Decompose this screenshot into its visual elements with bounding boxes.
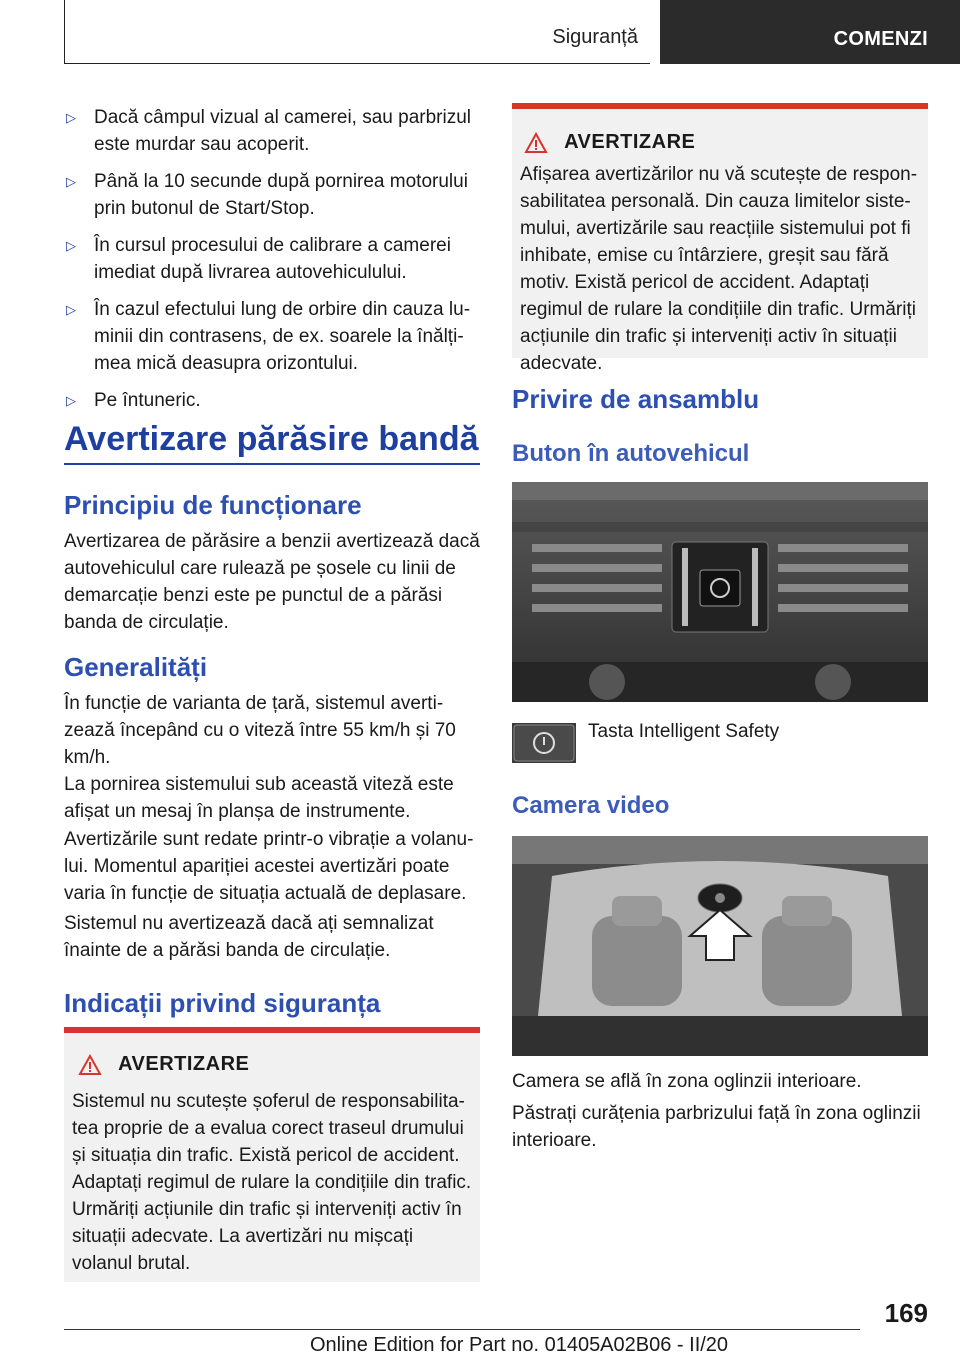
title-rule bbox=[64, 463, 480, 465]
header-section-title: Siguranță bbox=[552, 26, 638, 48]
general-paragraph-4: Sistemul nu avertizează dacă ați semnalizat înainte de a părăsi banda de circulație. bbox=[64, 913, 434, 961]
safety-heading: Indicații privind siguranța bbox=[64, 988, 381, 1018]
list-item: ▷ Dacă câmpul vizual al camerei, sau parbrizul este murdar sau acoperit. bbox=[64, 104, 480, 158]
list-item: ▷ Până la 10 secunde după pornirea motorului prin butonul de Start/Stop. bbox=[64, 168, 480, 222]
warning-text: Afișarea avertizărilor nu vă scutește de responsabilitatea personală. Din cauza limitelor sistemului, avertizările sau reacțiile sistemului pot fi inhibate, emise cu întârziere, greșit sau fără motiv. Există pericol de accident. Adaptați regimul de rulare la condițiile din trafic. Urmăriți acțiunile din trafic și interveniți activ în situații adecvate. bbox=[520, 164, 918, 374]
footer-divider bbox=[64, 1329, 860, 1330]
general-paragraph-1: În funcție de varianta de țară, sistemul avertizează începând cu o viteză între 55 km/h și 70 km/h. bbox=[64, 693, 456, 768]
warning-box bbox=[64, 1033, 480, 1282]
list-item: ▷ În cazul efectului lung de orbire din cauza luminii din contrasens, de ex. soarele la înălțimea mică deasupra orizontului. bbox=[64, 296, 480, 377]
intelligent-safety-button-icon bbox=[512, 723, 576, 763]
triangle-bullet-icon: ▷ bbox=[66, 302, 76, 317]
warning-text: Sistemul nu scutește șoferul de responsabilitatea proprie de a evalua corect traseul drumului și situația din trafic. Există pericol de accident. Adaptați regimul de rulare la condițiile din trafic. Urmăriți acțiunile din trafic și interveniți activ în situații adecvate. La avertizări nu mișcați volanul brutal. bbox=[72, 1091, 472, 1274]
camera-heading: Camera video bbox=[512, 792, 670, 819]
warning-title: AVERTIZARE bbox=[564, 131, 696, 153]
warning-title-row bbox=[78, 1053, 249, 1076]
list-item: ▷ Pe întuneric. bbox=[64, 387, 480, 414]
header-divider-bottom bbox=[64, 63, 650, 64]
camera-photo bbox=[512, 836, 928, 1056]
triangle-bullet-icon: ▷ bbox=[66, 393, 76, 408]
button-heading: Buton în autovehicul bbox=[512, 440, 750, 467]
button-photo bbox=[512, 482, 928, 702]
header-tab-label[interactable]: COMENZI bbox=[833, 28, 928, 50]
warning-triangle-icon bbox=[78, 1054, 102, 1076]
triangle-bullet-icon: ▷ bbox=[66, 238, 76, 253]
camera-paragraph-1: Camera se află în zona oglinzii interioare. bbox=[512, 1071, 862, 1092]
warning-title-row bbox=[524, 131, 695, 154]
car-interior-illustration bbox=[512, 836, 928, 1056]
triangle-bullet-icon: ▷ bbox=[66, 174, 76, 189]
general-paragraph-3: Avertizările sunt redate printr-o vibrație a volanului. Momentul apariției acestei avertizări poate varia în funcție de situația actuală de deplasare. bbox=[64, 829, 474, 904]
header-divider-left bbox=[64, 0, 65, 64]
principle-heading: Principiu de funcționare bbox=[64, 490, 362, 520]
warning-title: AVERTIZARE bbox=[118, 1053, 250, 1075]
camera-paragraph-2: Păstrați curățenia parbrizului față în zona oglinzii interioare. bbox=[512, 1103, 921, 1151]
list-item: ▷ În cursul procesului de calibrare a camerei imediat după livrarea autovehiculului. bbox=[64, 232, 480, 286]
page-title: Avertizare părăsire bandă bbox=[64, 420, 479, 458]
warning-box bbox=[512, 109, 928, 374]
safety-button-icon bbox=[512, 723, 576, 763]
page-number: 169 bbox=[884, 1298, 928, 1328]
dashboard-illustration bbox=[512, 482, 928, 702]
footer-edition: Online Edition for Part no. 01405A02B06 - II/20 bbox=[310, 1334, 729, 1356]
general-paragraph-2: La pornirea sistemului sub această viteză este afișat un mesaj în planșa de instrumente. bbox=[64, 774, 454, 822]
triangle-bullet-icon: ▷ bbox=[66, 110, 76, 125]
button-caption: Tasta Intelligent Safety bbox=[588, 721, 780, 742]
principle-text: Avertizarea de părăsire a benzii avertizează dacă autovehiculul care rulează pe șosele cu linii de demarcație benzi este pe punctul de a părăsi banda de circulație. bbox=[64, 531, 480, 633]
warning-triangle-icon bbox=[524, 132, 548, 154]
bullet-list bbox=[64, 104, 480, 424]
general-heading: Generalități bbox=[64, 652, 208, 682]
overview-heading: Privire de ansamblu bbox=[512, 384, 760, 414]
